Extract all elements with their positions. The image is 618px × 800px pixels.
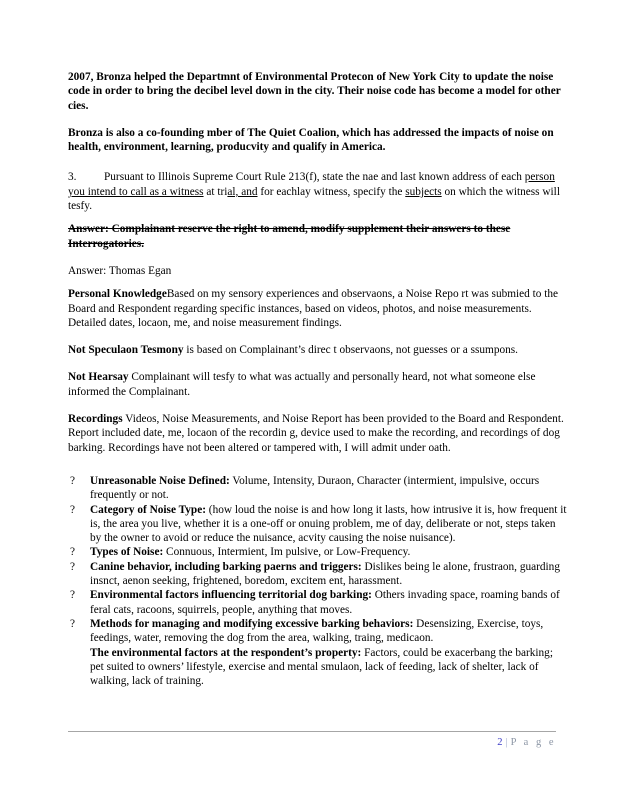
bullet-body: (how loud the noise is and how long it lasts, how intrusive it is, how frequent it is, the area you live, whether it is a one-off or onuing problem, me of day, deliberate or not, steps taken by the owner to avoid or reduce the nuisance, acvity causing the noise nuisance). [90, 503, 567, 545]
bullet-lead: Unreasonable Noise Defined: [90, 474, 230, 487]
bullet-item-types-of-noise [68, 545, 568, 559]
bullet-glyph: ? [70, 560, 76, 573]
interrogatory-text: for eachlay witness, specify the [257, 185, 406, 198]
bullet-lead: Canine behavior, including barking paerns and triggers: [90, 560, 362, 573]
interrogatory-text: at tri [203, 185, 228, 198]
footer-pipe-separator: | [505, 737, 508, 748]
footer-page-label: P a g e [510, 737, 556, 748]
bullet-glyph: ? [70, 474, 76, 487]
paragraph-body: Factors, could be exacerbang the barking; pet suited to owners’ lifestyle, exercise and mental smulaon, lack of feeding, lack of shelter, lack of walking, lack of training. [90, 646, 553, 688]
answer-thomas-egan: Answer: Thomas Egan [68, 264, 172, 277]
interrogatory-underlined-phrase: person you intend to call as a witness [68, 171, 555, 198]
bullet-body: Others invading space, roaming bands of feral cats, racoons, squirrels, people, anything that moves. [90, 589, 560, 616]
bullet-body: Volume, Intensity, Duraon, Character (intermient, impulsive, occurs frequently or not. [90, 474, 540, 502]
paragraph-body: Complainant will tesfy to what was actually and personally heard, not what someone else informed the Complainant. [68, 371, 536, 398]
paragraph-body: Videos, Noise Measurements, and Noise Report has been provided to the Board and Respondent. Report included date, me, locaon of the recordin g, device used to make the recording, and recordings of dog barking. Recordings have not been altered or tampered with, I will admit under oath. [68, 413, 564, 454]
paragraph-lead: Personal Knowledge [68, 288, 167, 301]
paragraph-lead: The environmental factors at the respondent’s property: [90, 646, 362, 659]
bullet-lead: Types of Noise: [90, 546, 164, 559]
paragraph-recordings [68, 412, 568, 455]
interrogatory-underlined-phrase: subjects [405, 185, 442, 198]
bullet-body: Desensizing, Exercise, toys, feedings, water, removing the dog from the area, walking, traing, medicaon. [90, 617, 544, 645]
paragraph-lead: Not Hearsay [68, 371, 129, 384]
bullet-lead: Methods for managing and modifying excessive barking behaviors: [90, 617, 414, 630]
interrogatory-text: on which the witness will tesfy. [68, 185, 560, 213]
bullet-lead: Environmental factors influencing territorial dog barking: [90, 589, 372, 602]
bullet-continuation-respondents-property [90, 646, 568, 689]
paragraph-lead: Recordings [68, 413, 123, 426]
bullet-item-environmental-factors [68, 588, 568, 617]
bullet-glyph: ? [70, 503, 76, 516]
paragraph-bronza-2007: 2007, Bronza helped the Departmnt of Environmental Protecon of New York City to update the noise code in order to bring the decibel level down in the city. Their noise code has become a model for other cies. [68, 71, 561, 112]
bullet-body: Connuous, Intermient, Im pulsive, or Low-Frequency. [163, 546, 411, 559]
bullet-glyph: ? [70, 617, 76, 630]
bullet-item-category-of-noise [68, 503, 568, 546]
bullet-body: Dislikes being le alone, frustraon, guarding insnct, aenon seeking, frightened, boredom, excitem ent, harassment. [90, 560, 560, 588]
paragraph-lead: Not Speculaon Tesmony [68, 344, 184, 357]
paragraph-interrogatory-3 [68, 170, 568, 213]
interrogatory-underlined-phrase: al, and [227, 185, 258, 198]
bullet-item-managing-barking [68, 617, 568, 688]
paragraph-bronza-coalition: Bronza is also a co-founding mber of The Quiet Coalion, which has addressed the impacts of noise on health, environment, learning, producvity and qualify in America. [68, 126, 554, 154]
bullet-item-unreasonable-noise [68, 474, 568, 503]
bullet-list [68, 474, 568, 688]
bullet-item-canine-behavior [68, 560, 568, 589]
page-footer [68, 731, 556, 749]
interrogatory-number: 3. [68, 171, 77, 184]
paragraph-body: is based on Complainant’s direc t observaons, not guesses or a ssumpons. [183, 344, 518, 357]
interrogatory-text: Pursuant to Illinois Supreme Court Rule 213(f), state the nae and last known address of each [104, 171, 525, 184]
paragraph-personal-knowledge [68, 287, 568, 330]
page-number: 2 [497, 737, 503, 748]
document-body [68, 70, 568, 688]
bullet-glyph: ? [70, 546, 76, 559]
paragraph-not-speculation [68, 343, 568, 357]
paragraph-not-hearsay [68, 370, 568, 399]
answer-struck-through: Answer: Complainant reserve the right to amend, modify supplement their answers to these Interrogatories. [68, 223, 511, 250]
bullet-lead: Category of Noise Type: [90, 503, 206, 516]
paragraph-body: Based on my sensory experiences and observaons, a Noise Repo rt was submied to the Board and Respondent regarding specific instances, based on videos, photos, and noise measurements. Detailed dates, locaon, me, and noise measurement findings. [68, 288, 559, 329]
bullet-glyph: ? [70, 589, 76, 602]
